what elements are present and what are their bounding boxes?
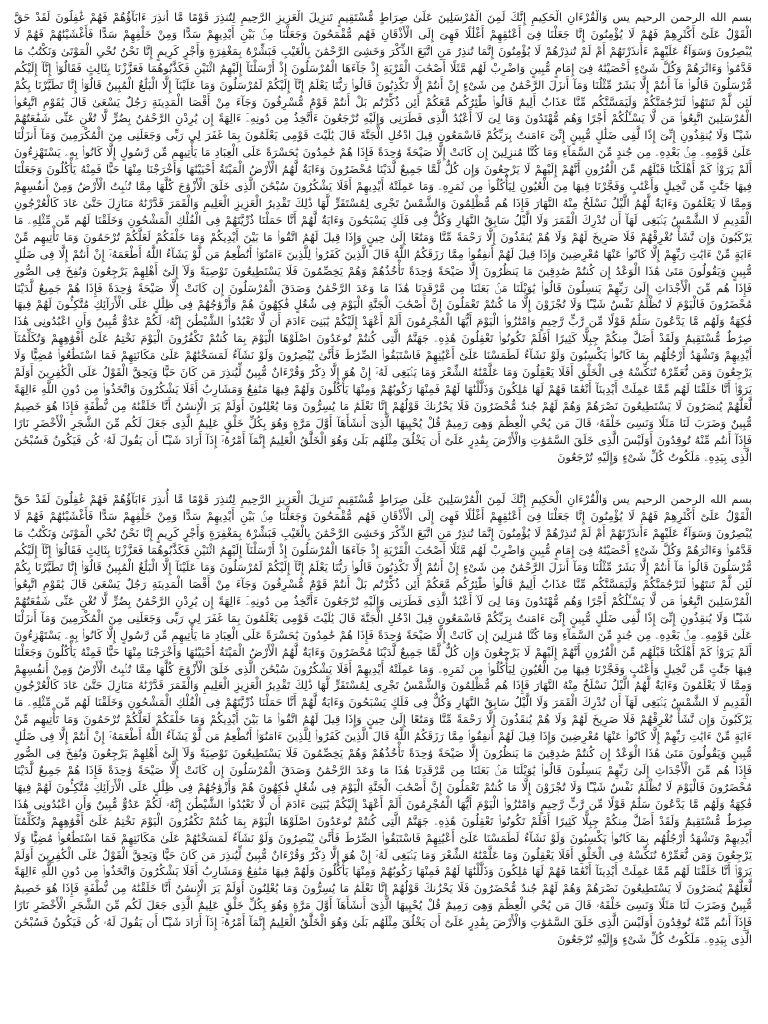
arabic-paragraph: بسم الله الرحمن الرحيم يس وَالْقُرْءَانِ الْحَكِيمِ إِنَّكَ لَمِنَ الْمُرْسَلِينَ عَلَىٰ صِرَاطٍ مُّسْتَقِيمٍ تَنزِيلَ الْعَزِيزِ الرَّحِيمِ لِتُنذِرَ قَوْمًا مَّا أُنذِرَ ءَابَآؤُهُمْ فَهُمْ غَٰفِلُونَ لَقَدْ حَقَّ الْقَوْلُ عَلَىٰٓ أَكْثَرِهِمْ فَهُمْ لَا يُؤْمِنُونَ إِنَّا جَعَلْنَا فِىٓ أَعْنَٰقِهِمْ أَغْلَٰلًا فَهِىَ إِلَى الْأَذْقَانِ فَهُم مُّقْمَحُونَ وَجَعَلْنَا مِنۢ بَيْنِ أَيْدِيهِمْ سَدًّا وَمِنْ خَلْفِهِمْ سَدًّا فَأَغْشَيْنَٰهُمْ فَهُمْ لَا يُبْصِرُونَ وَسَوَآءٌ عَلَيْهِمْ ءَأَنذَرْتَهُمْ أَمْ لَمْ تُنذِرْهُمْ لَا يُؤْمِنُونَ إِنَّمَا تُنذِرُ مَنِ اتَّبَعَ الذِّكْرَ وَخَشِىَ الرَّحْمَٰنَ بِالْغَيْبِ فَبَشِّرْهُ بِمَغْفِرَةٍ وَأَجْرٍ كَرِيمٍ إِنَّا نَحْنُ نُحْىِ الْمَوْتَىٰ وَنَكْتُبُ مَا قَدَّمُوا۟ وَءَاثَٰرَهُمْ وَكُلَّ شَىْءٍ أَحْصَيْنَٰهُ فِىٓ إِمَامٍ مُّبِينٍ وَاضْرِبْ لَهُم مَّثَلًا أَصْحَٰبَ الْقَرْيَةِ إِذْ جَآءَهَا الْمُرْسَلُونَ إِذْ أَرْسَلْنَآ إِلَيْهِمُ اثْنَيْنِ فَكَذَّبُوهُمَا فَعَزَّزْنَا بِثَالِثٍ فَقَالُوٓا۟ إِنَّآ إِلَيْكُم مُّرْسَلُونَ قَالُوا۟ مَآ أَنتُمْ إِلَّا بَشَرٌ مِّثْلُنَا وَمَآ أَنزَلَ الرَّحْمَٰنُ مِن شَىْءٍ إِنْ أَنتُمْ إِلَّا تَكْذِبُونَ قَالُوا۟ رَبُّنَا يَعْلَمُ إِنَّآ إِلَيْكُمْ لَمُرْسَلُونَ وَمَا عَلَيْنَآ إِلَّا الْبَلَٰغُ الْمُبِينُ قَالُوٓا۟ إِنَّا تَطَيَّرْنَا بِكُمْ لَئِن لَّمْ تَنتَهُوا۟ لَنَرْجُمَنَّكُمْ وَلَيَمَسَّنَّكُم مِّنَّا عَذَابٌ أَلِيمٌ قَالُوا۟ طَٰٓئِرُكُم مَّعَكُمْ أَئِن ذُكِّرْتُم بَلْ أَنتُمْ قَوْمٌ مُّسْرِفُونَ وَجَآءَ مِنْ أَقْصَا الْمَدِينَةِ رَجُلٌ يَسْعَىٰ قَالَ يَٰقَوْمِ اتَّبِعُوا۟ الْمُرْسَلِينَ اتَّبِعُوا۟ مَن لَّا يَسْـَٔلُكُمْ أَجْرًا وَهُم مُّهْتَدُونَ وَمَا لِىَ لَآ أَعْبُدُ الَّذِى فَطَرَنِى وَإِلَيْهِ تُرْجَعُونَ ءَأَتَّخِذُ مِن دُونِهِۦٓ ءَالِهَةً إِن يُرِدْنِ الرَّحْمَٰنُ بِضُرٍّ لَّا تُغْنِ عَنِّى شَفَٰعَتُهُمْ شَيْـًٔا وَلَا يُنقِذُونِ إِنِّىٓ إِذًا لَّفِى ضَلَٰلٍ مُّبِينٍ إِنِّىٓ ءَامَنتُ بِرَبِّكُمْ فَاسْمَعُونِ قِيلَ ادْخُلِ الْجَنَّةَ قَالَ يَٰلَيْتَ قَوْمِى يَعْلَمُونَ بِمَا غَفَرَ لِى رَبِّى وَجَعَلَنِى مِنَ الْمُكْرَمِينَ وَمَآ أَنزَلْنَا عَلَىٰ قَوْمِهِۦ مِنۢ بَعْدِهِۦ مِن جُندٍ مِّنَ السَّمَآءِ وَمَا كُنَّا مُنزِلِينَ إِن كَانَتْ إِلَّا صَيْحَةً وَٰحِدَةً فَإِذَا هُمْ خَٰمِدُونَ يَٰحَسْرَةً عَلَى الْعِبَادِ مَا يَأْتِيهِم مِّن رَّسُولٍ إِلَّا كَانُوا۟ بِهِۦ يَسْتَهْزِءُونَ أَلَمْ يَرَوْا۟ كَمْ أَهْلَكْنَا قَبْلَهُم مِّنَ الْقُرُونِ أَنَّهُمْ إِلَيْهِمْ لَا يَرْجِعُونَ وَإِن كُلٌّ لَّمَّا جَمِيعٌ لَّدَيْنَا مُحْضَرُونَ وَءَايَةٌ لَّهُمُ الْأَرْضُ الْمَيْتَةُ أَحْيَيْنَٰهَا وَأَخْرَجْنَا مِنْهَا حَبًّا فَمِنْهُ يَأْكُلُونَ وَجَعَلْنَا فِيهَا جَنَّٰتٍ مِّن نَّخِيلٍ وَأَعْنَٰبٍ وَفَجَّرْنَا فِيهَا مِنَ الْعُيُونِ لِيَأْكُلُوا۟ مِن ثَمَرِهِۦ وَمَا عَمِلَتْهُ أَيْدِيهِمْ أَفَلَا يَشْكُرُونَ سُبْحَٰنَ الَّذِى خَلَقَ الْأَزْوَٰجَ كُلَّهَا مِمَّا تُنۢبِتُ الْأَرْضُ وَمِنْ أَنفُسِهِمْ وَمِمَّا لَا يَعْلَمُونَ وَءَايَةٌ لَّهُمُ الَّيْلُ نَسْلَخُ مِنْهُ النَّهَارَ فَإِذَا هُم مُّظْلِمُونَ وَالشَّمْسُ تَجْرِى لِمُسْتَقَرٍّ لَّهَا ذَٰلِكَ تَقْدِيرُ الْعَزِيزِ الْعَلِيمِ وَالْقَمَرَ قَدَّرْنَٰهُ مَنَازِلَ حَتَّىٰ عَادَ كَالْعُرْجُونِ الْقَدِيمِ لَا الشَّمْسُ يَنۢبَغِى لَهَآ أَن تُدْرِكَ الْقَمَرَ وَلَا الَّيْلُ سَابِقُ النَّهَارِ وَكُلٌّ فِى فَلَكٍ يَسْبَحُونَ وَءَايَةٌ لَّهُمْ أَنَّا حَمَلْنَا ذُرِّيَّتَهُمْ فِى الْفُلْكِ الْمَشْحُونِ وَخَلَقْنَا لَهُم مِّن مِّثْلِهِۦ مَا يَرْكَبُونَ وَإِن نَّشَأْ نُغْرِقْهُمْ فَلَا صَرِيخَ لَهُمْ وَلَا هُمْ يُنقَذُونَ إِلَّا رَحْمَةً مِّنَّا وَمَتَٰعًا إِلَىٰ حِينٍ وَإِذَا قِيلَ لَهُمُ اتَّقُوا۟ مَا بَيْنَ أَيْدِيكُمْ وَمَا خَلْفَكُمْ لَعَلَّكُمْ تُرْحَمُونَ وَمَا تَأْتِيهِم مِّنْ ءَايَةٍ مِّنْ ءَايَٰتِ رَبِّهِمْ إِلَّا كَانُوا۟ عَنْهَا مُعْرِضِينَ وَإِذَا قِيلَ لَهُمْ أَنفِقُوا۟ مِمَّا رَزَقَكُمُ اللَّهُ قَالَ الَّذِينَ كَفَرُوا۟ لِلَّذِينَ ءَامَنُوٓا۟ أَنُطْعِمُ مَن لَّوْ يَشَآءُ اللَّهُ أَطْعَمَهُۥٓ إِنْ أَنتُمْ إِلَّا فِى ضَلَٰلٍ مُّبِينٍ وَيَقُولُونَ مَتَىٰ هَٰذَا الْوَعْدُ إِن كُنتُمْ صَٰدِقِينَ مَا يَنظُرُونَ إِلَّا صَيْحَةً وَٰحِدَةً تَأْخُذُهُمْ وَهُمْ يَخِصِّمُونَ فَلَا يَسْتَطِيعُونَ تَوْصِيَةً وَلَآ إِلَىٰٓ أَهْلِهِمْ يَرْجِعُونَ وَنُفِخَ فِى الصُّورِ فَإِذَا هُم مِّنَ الْأَجْدَاثِ إِلَىٰ رَبِّهِمْ يَنسِلُونَ قَالُوا۟ يَٰوَيْلَنَا مَنۢ بَعَثَنَا مِن مَّرْقَدِنَا هَٰذَا مَا وَعَدَ الرَّحْمَٰنُ وَصَدَقَ الْمُرْسَلُونَ إِن كَانَتْ إِلَّا صَيْحَةً وَٰحِدَةً فَإِذَا هُمْ جَمِيعٌ لَّدَيْنَا مُحْضَرُونَ فَالْيَوْمَ لَا تُظْلَمُ نَفْسٌ شَيْـًٔا وَلَا تُجْزَوْنَ إِلَّا مَا كُنتُمْ تَعْمَلُونَ إِنَّ أَصْحَٰبَ الْجَنَّةِ الْيَوْمَ فِى شُغُلٍ فَٰكِهُونَ هُمْ وَأَزْوَٰجُهُمْ فِى ظِلَٰلٍ عَلَى الْأَرَآئِكِ مُتَّكِـُٔونَ لَهُمْ فِيهَا فَٰكِهَةٌ وَلَهُم مَّا يَدَّعُونَ سَلَٰمٌ قَوْلًا مِّن رَّبٍّ رَّحِيمٍ وَامْتَٰزُوا۟ الْيَوْمَ أَيُّهَا الْمُجْرِمُونَ أَلَمْ أَعْهَدْ إِلَيْكُمْ يَٰبَنِىٓ ءَادَمَ أَن لَّا تَعْبُدُوا۟ الشَّيْطَٰنَ إِنَّهُۥ لَكُمْ عَدُوٌّ مُّبِينٌ وَأَنِ اعْبُدُونِى هَٰذَا صِرَٰطٌ مُّسْتَقِيمٌ وَلَقَدْ أَضَلَّ مِنكُمْ جِبِلًّا كَثِيرًا أَفَلَمْ تَكُونُوا۟ تَعْقِلُونَ هَٰذِهِۦ جَهَنَّمُ الَّتِى كُنتُمْ تُوعَدُونَ اصْلَوْهَا الْيَوْمَ بِمَا كُنتُمْ تَكْفُرُونَ الْيَوْمَ نَخْتِمُ عَلَىٰٓ أَفْوَٰهِهِمْ وَتُكَلِّمُنَآ أَيْدِيهِمْ وَتَشْهَدُ أَرْجُلُهُم بِمَا كَانُوا۟ يَكْسِبُونَ وَلَوْ نَشَآءُ لَطَمَسْنَا عَلَىٰٓ أَعْيُنِهِمْ فَاسْتَبَقُوا۟ الصِّرَٰطَ فَأَنَّىٰ يُبْصِرُونَ وَلَوْ نَشَآءُ لَمَسَخْنَٰهُمْ عَلَىٰ مَكَانَتِهِمْ فَمَا اسْتَطَٰعُوا۟ مُضِيًّا وَلَا يَرْجِعُونَ وَمَن نُّعَمِّرْهُ نُنَكِّسْهُ فِى الْخَلْقِ أَفَلَا يَعْقِلُونَ وَمَا عَلَّمْنَٰهُ الشِّعْرَ وَمَا يَنۢبَغِى لَهُۥٓ إِنْ هُوَ إِلَّا ذِكْرٌ وَقُرْءَانٌ مُّبِينٌ لِّيُنذِرَ مَن كَانَ حَيًّا وَيَحِقَّ الْقَوْلُ عَلَى الْكَٰفِرِينَ أَوَلَمْ يَرَوْا۟ أَنَّا خَلَقْنَا لَهُم مِّمَّا عَمِلَتْ أَيْدِينَآ أَنْعَٰمًا فَهُمْ لَهَا مَٰلِكُونَ وَذَلَّلْنَٰهَا لَهُمْ فَمِنْهَا رَكُوبُهُمْ وَمِنْهَا يَأْكُلُونَ وَلَهُمْ فِيهَا مَنَٰفِعُ وَمَشَارِبُ أَفَلَا يَشْكُرُونَ وَاتَّخَذُوا۟ مِن دُونِ اللَّهِ ءَالِهَةً لَّعَلَّهُمْ يُنصَرُونَ لَا يَسْتَطِيعُونَ نَصْرَهُمْ وَهُمْ لَهُمْ جُندٌ مُّحْضَرُونَ فَلَا يَحْزُنكَ قَوْلُهُمْ إِنَّا نَعْلَمُ مَا يُسِرُّونَ وَمَا يُعْلِنُونَ أَوَلَمْ يَرَ الْإِنسَٰنُ أَنَّا خَلَقْنَٰهُ مِن نُّطْفَةٍ فَإِذَا هُوَ خَصِيمٌ مُّبِينٌ وَضَرَبَ لَنَا مَثَلًا وَنَسِىَ خَلْقَهُۥ قَالَ مَن يُحْىِ الْعِظَٰمَ وَهِىَ رَمِيمٌ قُلْ يُحْيِيهَا الَّذِىٓ أَنشَأَهَآ أَوَّلَ مَرَّةٍ وَهُوَ بِكُلِّ خَلْقٍ عَلِيمٌ الَّذِى جَعَلَ لَكُم مِّنَ الشَّجَرِ الْأَخْضَرِ نَارًا فَإِذَآ أَنتُم مِّنْهُ تُوقِدُونَ أَوَلَيْسَ الَّذِى خَلَقَ السَّمَٰوَٰتِ وَالْأَرْضَ بِقَٰدِرٍ عَلَىٰٓ أَن يَخْلُقَ مِثْلَهُم بَلَىٰ وَهُوَ الْخَلَّٰقُ الْعَلِيمُ إِنَّمَآ أَمْرُهُۥٓ إِذَآ أَرَادَ شَيْـًٔا أَن يَقُولَ لَهُۥ كُن فَيَكُونُ فَسُبْحَٰنَ الَّذِى بِيَدِهِۦ مَلَكُوتُ كُلِّ شَىْءٍ وَإِلَيْهِ تُرْجَعُونَ: [14, 11, 752, 464]
text-block-first: [14, 10, 752, 466]
text-block-second: [14, 492, 752, 948]
arabic-paragraph: بسم الله الرحمن الرحيم يس وَالْقُرْءَانِ الْحَكِيمِ إِنَّكَ لَمِنَ الْمُرْسَلِينَ عَلَىٰ صِرَاطٍ مُّسْتَقِيمٍ تَنزِيلَ الْعَزِيزِ الرَّحِيمِ لِتُنذِرَ قَوْمًا مَّا أُنذِرَ ءَابَآؤُهُمْ فَهُمْ غَٰفِلُونَ لَقَدْ حَقَّ الْقَوْلُ عَلَىٰٓ أَكْثَرِهِمْ فَهُمْ لَا يُؤْمِنُونَ إِنَّا جَعَلْنَا فِىٓ أَعْنَٰقِهِمْ أَغْلَٰلًا فَهِىَ إِلَى الْأَذْقَانِ فَهُم مُّقْمَحُونَ وَجَعَلْنَا مِنۢ بَيْنِ أَيْدِيهِمْ سَدًّا وَمِنْ خَلْفِهِمْ سَدًّا فَأَغْشَيْنَٰهُمْ فَهُمْ لَا يُبْصِرُونَ وَسَوَآءٌ عَلَيْهِمْ ءَأَنذَرْتَهُمْ أَمْ لَمْ تُنذِرْهُمْ لَا يُؤْمِنُونَ إِنَّمَا تُنذِرُ مَنِ اتَّبَعَ الذِّكْرَ وَخَشِىَ الرَّحْمَٰنَ بِالْغَيْبِ فَبَشِّرْهُ بِمَغْفِرَةٍ وَأَجْرٍ كَرِيمٍ إِنَّا نَحْنُ نُحْىِ الْمَوْتَىٰ وَنَكْتُبُ مَا قَدَّمُوا۟ وَءَاثَٰرَهُمْ وَكُلَّ شَىْءٍ أَحْصَيْنَٰهُ فِىٓ إِمَامٍ مُّبِينٍ وَاضْرِبْ لَهُم مَّثَلًا أَصْحَٰبَ الْقَرْيَةِ إِذْ جَآءَهَا الْمُرْسَلُونَ إِذْ أَرْسَلْنَآ إِلَيْهِمُ اثْنَيْنِ فَكَذَّبُوهُمَا فَعَزَّزْنَا بِثَالِثٍ فَقَالُوٓا۟ إِنَّآ إِلَيْكُم مُّرْسَلُونَ قَالُوا۟ مَآ أَنتُمْ إِلَّا بَشَرٌ مِّثْلُنَا وَمَآ أَنزَلَ الرَّحْمَٰنُ مِن شَىْءٍ إِنْ أَنتُمْ إِلَّا تَكْذِبُونَ قَالُوا۟ رَبُّنَا يَعْلَمُ إِنَّآ إِلَيْكُمْ لَمُرْسَلُونَ وَمَا عَلَيْنَآ إِلَّا الْبَلَٰغُ الْمُبِينُ قَالُوٓا۟ إِنَّا تَطَيَّرْنَا بِكُمْ لَئِن لَّمْ تَنتَهُوا۟ لَنَرْجُمَنَّكُمْ وَلَيَمَسَّنَّكُم مِّنَّا عَذَابٌ أَلِيمٌ قَالُوا۟ طَٰٓئِرُكُم مَّعَكُمْ أَئِن ذُكِّرْتُم بَلْ أَنتُمْ قَوْمٌ مُّسْرِفُونَ وَجَآءَ مِنْ أَقْصَا الْمَدِينَةِ رَجُلٌ يَسْعَىٰ قَالَ يَٰقَوْمِ اتَّبِعُوا۟ الْمُرْسَلِينَ اتَّبِعُوا۟ مَن لَّا يَسْـَٔلُكُمْ أَجْرًا وَهُم مُّهْتَدُونَ وَمَا لِىَ لَآ أَعْبُدُ الَّذِى فَطَرَنِى وَإِلَيْهِ تُرْجَعُونَ ءَأَتَّخِذُ مِن دُونِهِۦٓ ءَالِهَةً إِن يُرِدْنِ الرَّحْمَٰنُ بِضُرٍّ لَّا تُغْنِ عَنِّى شَفَٰعَتُهُمْ شَيْـًٔا وَلَا يُنقِذُونِ إِنِّىٓ إِذًا لَّفِى ضَلَٰلٍ مُّبِينٍ إِنِّىٓ ءَامَنتُ بِرَبِّكُمْ فَاسْمَعُونِ قِيلَ ادْخُلِ الْجَنَّةَ قَالَ يَٰلَيْتَ قَوْمِى يَعْلَمُونَ بِمَا غَفَرَ لِى رَبِّى وَجَعَلَنِى مِنَ الْمُكْرَمِينَ وَمَآ أَنزَلْنَا عَلَىٰ قَوْمِهِۦ مِنۢ بَعْدِهِۦ مِن جُندٍ مِّنَ السَّمَآءِ وَمَا كُنَّا مُنزِلِينَ إِن كَانَتْ إِلَّا صَيْحَةً وَٰحِدَةً فَإِذَا هُمْ خَٰمِدُونَ يَٰحَسْرَةً عَلَى الْعِبَادِ مَا يَأْتِيهِم مِّن رَّسُولٍ إِلَّا كَانُوا۟ بِهِۦ يَسْتَهْزِءُونَ أَلَمْ يَرَوْا۟ كَمْ أَهْلَكْنَا قَبْلَهُم مِّنَ الْقُرُونِ أَنَّهُمْ إِلَيْهِمْ لَا يَرْجِعُونَ وَإِن كُلٌّ لَّمَّا جَمِيعٌ لَّدَيْنَا مُحْضَرُونَ وَءَايَةٌ لَّهُمُ الْأَرْضُ الْمَيْتَةُ أَحْيَيْنَٰهَا وَأَخْرَجْنَا مِنْهَا حَبًّا فَمِنْهُ يَأْكُلُونَ وَجَعَلْنَا فِيهَا جَنَّٰتٍ مِّن نَّخِيلٍ وَأَعْنَٰبٍ وَفَجَّرْنَا فِيهَا مِنَ الْعُيُونِ لِيَأْكُلُوا۟ مِن ثَمَرِهِۦ وَمَا عَمِلَتْهُ أَيْدِيهِمْ أَفَلَا يَشْكُرُونَ سُبْحَٰنَ الَّذِى خَلَقَ الْأَزْوَٰجَ كُلَّهَا مِمَّا تُنۢبِتُ الْأَرْضُ وَمِنْ أَنفُسِهِمْ وَمِمَّا لَا يَعْلَمُونَ وَءَايَةٌ لَّهُمُ الَّيْلُ نَسْلَخُ مِنْهُ النَّهَارَ فَإِذَا هُم مُّظْلِمُونَ وَالشَّمْسُ تَجْرِى لِمُسْتَقَرٍّ لَّهَا ذَٰلِكَ تَقْدِيرُ الْعَزِيزِ الْعَلِيمِ وَالْقَمَرَ قَدَّرْنَٰهُ مَنَازِلَ حَتَّىٰ عَادَ كَالْعُرْجُونِ الْقَدِيمِ لَا الشَّمْسُ يَنۢبَغِى لَهَآ أَن تُدْرِكَ الْقَمَرَ وَلَا الَّيْلُ سَابِقُ النَّهَارِ وَكُلٌّ فِى فَلَكٍ يَسْبَحُونَ وَءَايَةٌ لَّهُمْ أَنَّا حَمَلْنَا ذُرِّيَّتَهُمْ فِى الْفُلْكِ الْمَشْحُونِ وَخَلَقْنَا لَهُم مِّن مِّثْلِهِۦ مَا يَرْكَبُونَ وَإِن نَّشَأْ نُغْرِقْهُمْ فَلَا صَرِيخَ لَهُمْ وَلَا هُمْ يُنقَذُونَ إِلَّا رَحْمَةً مِّنَّا وَمَتَٰعًا إِلَىٰ حِينٍ وَإِذَا قِيلَ لَهُمُ اتَّقُوا۟ مَا بَيْنَ أَيْدِيكُمْ وَمَا خَلْفَكُمْ لَعَلَّكُمْ تُرْحَمُونَ وَمَا تَأْتِيهِم مِّنْ ءَايَةٍ مِّنْ ءَايَٰتِ رَبِّهِمْ إِلَّا كَانُوا۟ عَنْهَا مُعْرِضِينَ وَإِذَا قِيلَ لَهُمْ أَنفِقُوا۟ مِمَّا رَزَقَكُمُ اللَّهُ قَالَ الَّذِينَ كَفَرُوا۟ لِلَّذِينَ ءَامَنُوٓا۟ أَنُطْعِمُ مَن لَّوْ يَشَآءُ اللَّهُ أَطْعَمَهُۥٓ إِنْ أَنتُمْ إِلَّا فِى ضَلَٰلٍ مُّبِينٍ وَيَقُولُونَ مَتَىٰ هَٰذَا الْوَعْدُ إِن كُنتُمْ صَٰدِقِينَ مَا يَنظُرُونَ إِلَّا صَيْحَةً وَٰحِدَةً تَأْخُذُهُمْ وَهُمْ يَخِصِّمُونَ فَلَا يَسْتَطِيعُونَ تَوْصِيَةً وَلَآ إِلَىٰٓ أَهْلِهِمْ يَرْجِعُونَ وَنُفِخَ فِى الصُّورِ فَإِذَا هُم مِّنَ الْأَجْدَاثِ إِلَىٰ رَبِّهِمْ يَنسِلُونَ قَالُوا۟ يَٰوَيْلَنَا مَنۢ بَعَثَنَا مِن مَّرْقَدِنَا هَٰذَا مَا وَعَدَ الرَّحْمَٰنُ وَصَدَقَ الْمُرْسَلُونَ إِن كَانَتْ إِلَّا صَيْحَةً وَٰحِدَةً فَإِذَا هُمْ جَمِيعٌ لَّدَيْنَا مُحْضَرُونَ فَالْيَوْمَ لَا تُظْلَمُ نَفْسٌ شَيْـًٔا وَلَا تُجْزَوْنَ إِلَّا مَا كُنتُمْ تَعْمَلُونَ إِنَّ أَصْحَٰبَ الْجَنَّةِ الْيَوْمَ فِى شُغُلٍ فَٰكِهُونَ هُمْ وَأَزْوَٰجُهُمْ فِى ظِلَٰلٍ عَلَى الْأَرَآئِكِ مُتَّكِـُٔونَ لَهُمْ فِيهَا فَٰكِهَةٌ وَلَهُم مَّا يَدَّعُونَ سَلَٰمٌ قَوْلًا مِّن رَّبٍّ رَّحِيمٍ وَامْتَٰزُوا۟ الْيَوْمَ أَيُّهَا الْمُجْرِمُونَ أَلَمْ أَعْهَدْ إِلَيْكُمْ يَٰبَنِىٓ ءَادَمَ أَن لَّا تَعْبُدُوا۟ الشَّيْطَٰنَ إِنَّهُۥ لَكُمْ عَدُوٌّ مُّبِينٌ وَأَنِ اعْبُدُونِى هَٰذَا صِرَٰطٌ مُّسْتَقِيمٌ وَلَقَدْ أَضَلَّ مِنكُمْ جِبِلًّا كَثِيرًا أَفَلَمْ تَكُونُوا۟ تَعْقِلُونَ هَٰذِهِۦ جَهَنَّمُ الَّتِى كُنتُمْ تُوعَدُونَ اصْلَوْهَا الْيَوْمَ بِمَا كُنتُمْ تَكْفُرُونَ الْيَوْمَ نَخْتِمُ عَلَىٰٓ أَفْوَٰهِهِمْ وَتُكَلِّمُنَآ أَيْدِيهِمْ وَتَشْهَدُ أَرْجُلُهُم بِمَا كَانُوا۟ يَكْسِبُونَ وَلَوْ نَشَآءُ لَطَمَسْنَا عَلَىٰٓ أَعْيُنِهِمْ فَاسْتَبَقُوا۟ الصِّرَٰطَ فَأَنَّىٰ يُبْصِرُونَ وَلَوْ نَشَآءُ لَمَسَخْنَٰهُمْ عَلَىٰ مَكَانَتِهِمْ فَمَا اسْتَطَٰعُوا۟ مُضِيًّا وَلَا يَرْجِعُونَ وَمَن نُّعَمِّرْهُ نُنَكِّسْهُ فِى الْخَلْقِ أَفَلَا يَعْقِلُونَ وَمَا عَلَّمْنَٰهُ الشِّعْرَ وَمَا يَنۢبَغِى لَهُۥٓ إِنْ هُوَ إِلَّا ذِكْرٌ وَقُرْءَانٌ مُّبِينٌ لِّيُنذِرَ مَن كَانَ حَيًّا وَيَحِقَّ الْقَوْلُ عَلَى الْكَٰفِرِينَ أَوَلَمْ يَرَوْا۟ أَنَّا خَلَقْنَا لَهُم مِّمَّا عَمِلَتْ أَيْدِينَآ أَنْعَٰمًا فَهُمْ لَهَا مَٰلِكُونَ وَذَلَّلْنَٰهَا لَهُمْ فَمِنْهَا رَكُوبُهُمْ وَمِنْهَا يَأْكُلُونَ وَلَهُمْ فِيهَا مَنَٰفِعُ وَمَشَارِبُ أَفَلَا يَشْكُرُونَ وَاتَّخَذُوا۟ مِن دُونِ اللَّهِ ءَالِهَةً لَّعَلَّهُمْ يُنصَرُونَ لَا يَسْتَطِيعُونَ نَصْرَهُمْ وَهُمْ لَهُمْ جُندٌ مُّحْضَرُونَ فَلَا يَحْزُنكَ قَوْلُهُمْ إِنَّا نَعْلَمُ مَا يُسِرُّونَ وَمَا يُعْلِنُونَ أَوَلَمْ يَرَ الْإِنسَٰنُ أَنَّا خَلَقْنَٰهُ مِن نُّطْفَةٍ فَإِذَا هُوَ خَصِيمٌ مُّبِينٌ وَضَرَبَ لَنَا مَثَلًا وَنَسِىَ خَلْقَهُۥ قَالَ مَن يُحْىِ الْعِظَٰمَ وَهِىَ رَمِيمٌ قُلْ يُحْيِيهَا الَّذِىٓ أَنشَأَهَآ أَوَّلَ مَرَّةٍ وَهُوَ بِكُلِّ خَلْقٍ عَلِيمٌ الَّذِى جَعَلَ لَكُم مِّنَ الشَّجَرِ الْأَخْضَرِ نَارًا فَإِذَآ أَنتُم مِّنْهُ تُوقِدُونَ أَوَلَيْسَ الَّذِى خَلَقَ السَّمَٰوَٰتِ وَالْأَرْضَ بِقَٰدِرٍ عَلَىٰٓ أَن يَخْلُقَ مِثْلَهُم بَلَىٰ وَهُوَ الْخَلَّٰقُ الْعَلِيمُ إِنَّمَآ أَمْرُهُۥٓ إِذَآ أَرَادَ شَيْـًٔا أَن يَقُولَ لَهُۥ كُن فَيَكُونُ فَسُبْحَٰنَ الَّذِى بِيَدِهِۦ مَلَكُوتُ كُلِّ شَىْءٍ وَإِلَيْهِ تُرْجَعُونَ: [14, 493, 752, 947]
document-page: [14, 10, 752, 1014]
